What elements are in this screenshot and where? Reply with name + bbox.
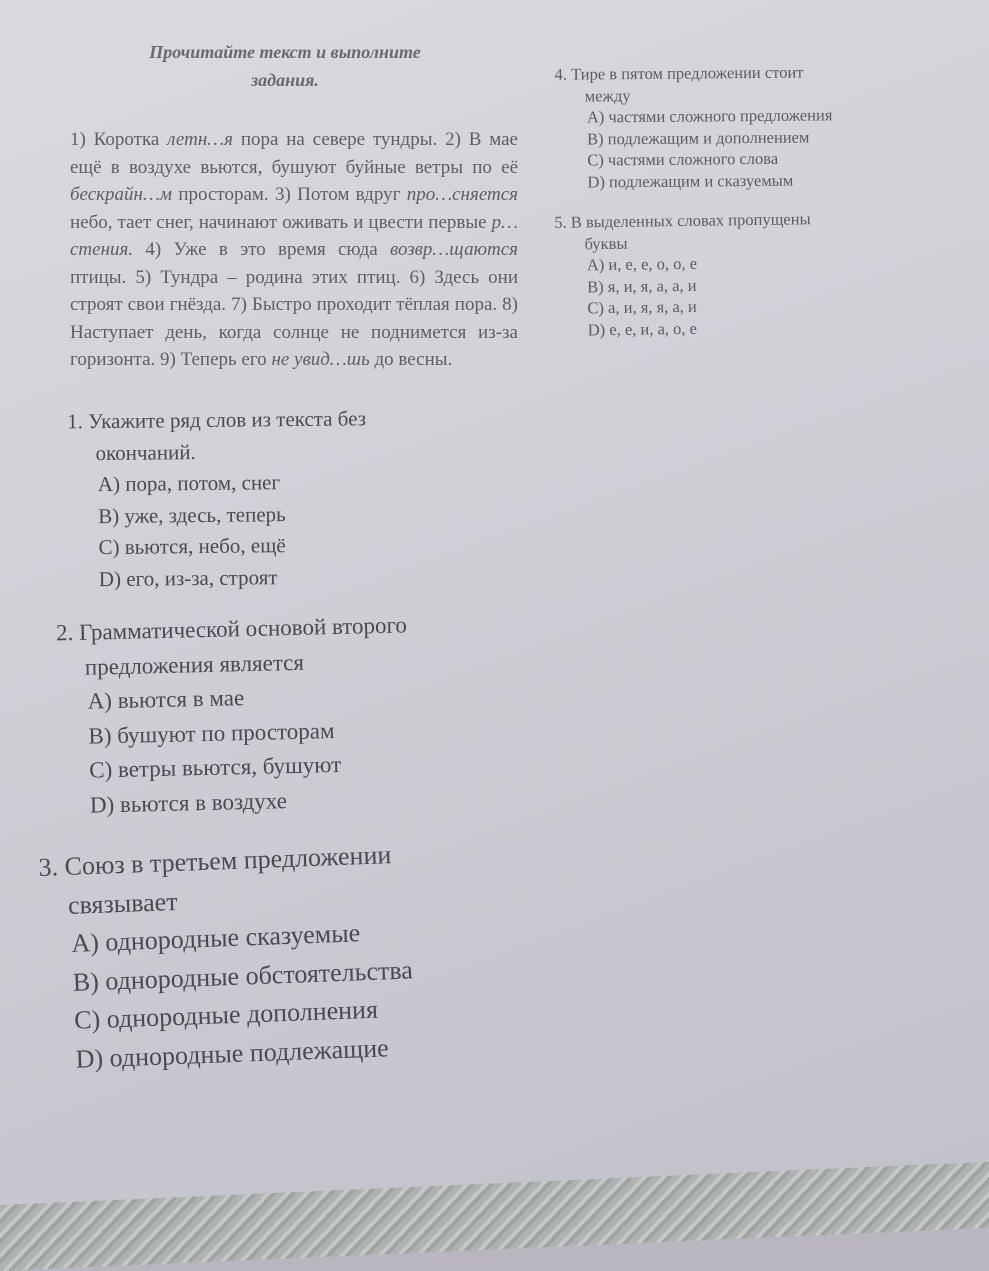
- passage-text: небо, тает снег, начинают оживать и цвести первые: [70, 211, 492, 233]
- instructions-heading: [120, 38, 450, 94]
- question-text-continued: между: [584, 85, 631, 105]
- answer-option-b[interactable]: B) подлежащим и дополнением: [587, 127, 810, 148]
- question-text: 1. Укажите ряд слов из текста без: [67, 405, 367, 433]
- answer-option-b[interactable]: B) я, и, я, а, а, и: [587, 275, 697, 296]
- right-column: [555, 38, 955, 338]
- question-text-continued: буквы: [584, 233, 628, 253]
- answer-option-a[interactable]: A) однородные сказуемые: [70, 917, 361, 958]
- answer-option-a[interactable]: A) вьются в мае: [87, 684, 245, 714]
- answer-option-c[interactable]: C) однородные дополнения: [73, 994, 379, 1035]
- question-text-continued: окончаний.: [95, 439, 196, 465]
- passage-text: просторам. 3) Потом вдруг: [172, 184, 407, 205]
- answer-option-d[interactable]: D) подлежащим и сказуемым: [587, 170, 794, 191]
- question-3: [38, 831, 534, 1080]
- answer-option-d[interactable]: D) его, из-за, строят: [98, 564, 278, 591]
- question-text-continued: связывает: [67, 885, 179, 919]
- question-1: [67, 401, 531, 595]
- question-4: [554, 60, 955, 192]
- passage-highlighted-word: летн…я: [167, 129, 233, 150]
- answer-option-b[interactable]: B) уже, здесь, теперь: [98, 501, 286, 528]
- answer-option-b[interactable]: B) бушуют по просторам: [88, 717, 335, 748]
- question-text: 2. Грамматической основой второго: [55, 611, 408, 645]
- passage-text: птицы. 5) Тундра – родина этих птиц. 6) Здесь они строят свои гнёзда. 7) Быстро проходит тёплая пора. 8) Наступает день, когда солнце не поднимется из-за горизонта. 9) Теперь его: [70, 266, 518, 370]
- answer-option-a[interactable]: A) пора, потом, снег: [97, 469, 281, 496]
- answer-option-b[interactable]: B) однородные обстоятельства: [72, 954, 414, 996]
- answer-option-d[interactable]: D) однородные подлежащие: [75, 1032, 390, 1073]
- passage-highlighted-word: бескрайн…м: [70, 184, 173, 205]
- passage-text: пора на севере тундры. 2) В мае ещё в воздухе вьются, бушуют буйные ветры по её: [70, 129, 518, 178]
- passage-text: 4) Уже в это время сюда: [133, 239, 390, 260]
- heading-line-2: задания.: [251, 70, 319, 90]
- answer-option-d[interactable]: D) е, е, и, а, о, е: [587, 318, 698, 339]
- passage-highlighted-word: р…стения.: [70, 211, 518, 260]
- passage-text: до весны.: [369, 349, 453, 370]
- answer-option-c[interactable]: C) ветры вьются, бушуют: [88, 751, 342, 783]
- question-2: [56, 605, 533, 823]
- question-text-continued: предложения является: [84, 648, 305, 679]
- reading-passage: [70, 126, 518, 374]
- heading-line-1: Прочитайте текст и выполните: [149, 42, 421, 62]
- left-column: [38, 38, 530, 1073]
- question-text: 3. Союз в третьем предложении: [38, 839, 392, 882]
- answer-option-c[interactable]: C) вьются, небо, ещё: [98, 532, 286, 559]
- answer-option-c[interactable]: C) а, и, я, я, а, и: [587, 296, 697, 318]
- question-text: 4. Тире в пятом предложении стоит: [554, 62, 804, 84]
- passage-highlighted-word: не увид…шь: [271, 349, 370, 370]
- passage-highlighted-word: возвр…щаются: [390, 239, 518, 260]
- question-5: [554, 206, 956, 341]
- answer-option-c[interactable]: C) частями сложного слова: [587, 148, 779, 170]
- passage-highlighted-word: про…сняется: [406, 184, 518, 205]
- answer-option-d[interactable]: D) вьются в воздухе: [89, 787, 288, 817]
- answer-option-a[interactable]: A) и, е, е, о, о, е: [586, 253, 698, 275]
- question-text: 5. В выделенных словах пропущены: [554, 209, 811, 232]
- passage-text: 1) Коротка: [70, 129, 168, 150]
- answer-option-a[interactable]: A) частями сложного предложения: [586, 105, 833, 127]
